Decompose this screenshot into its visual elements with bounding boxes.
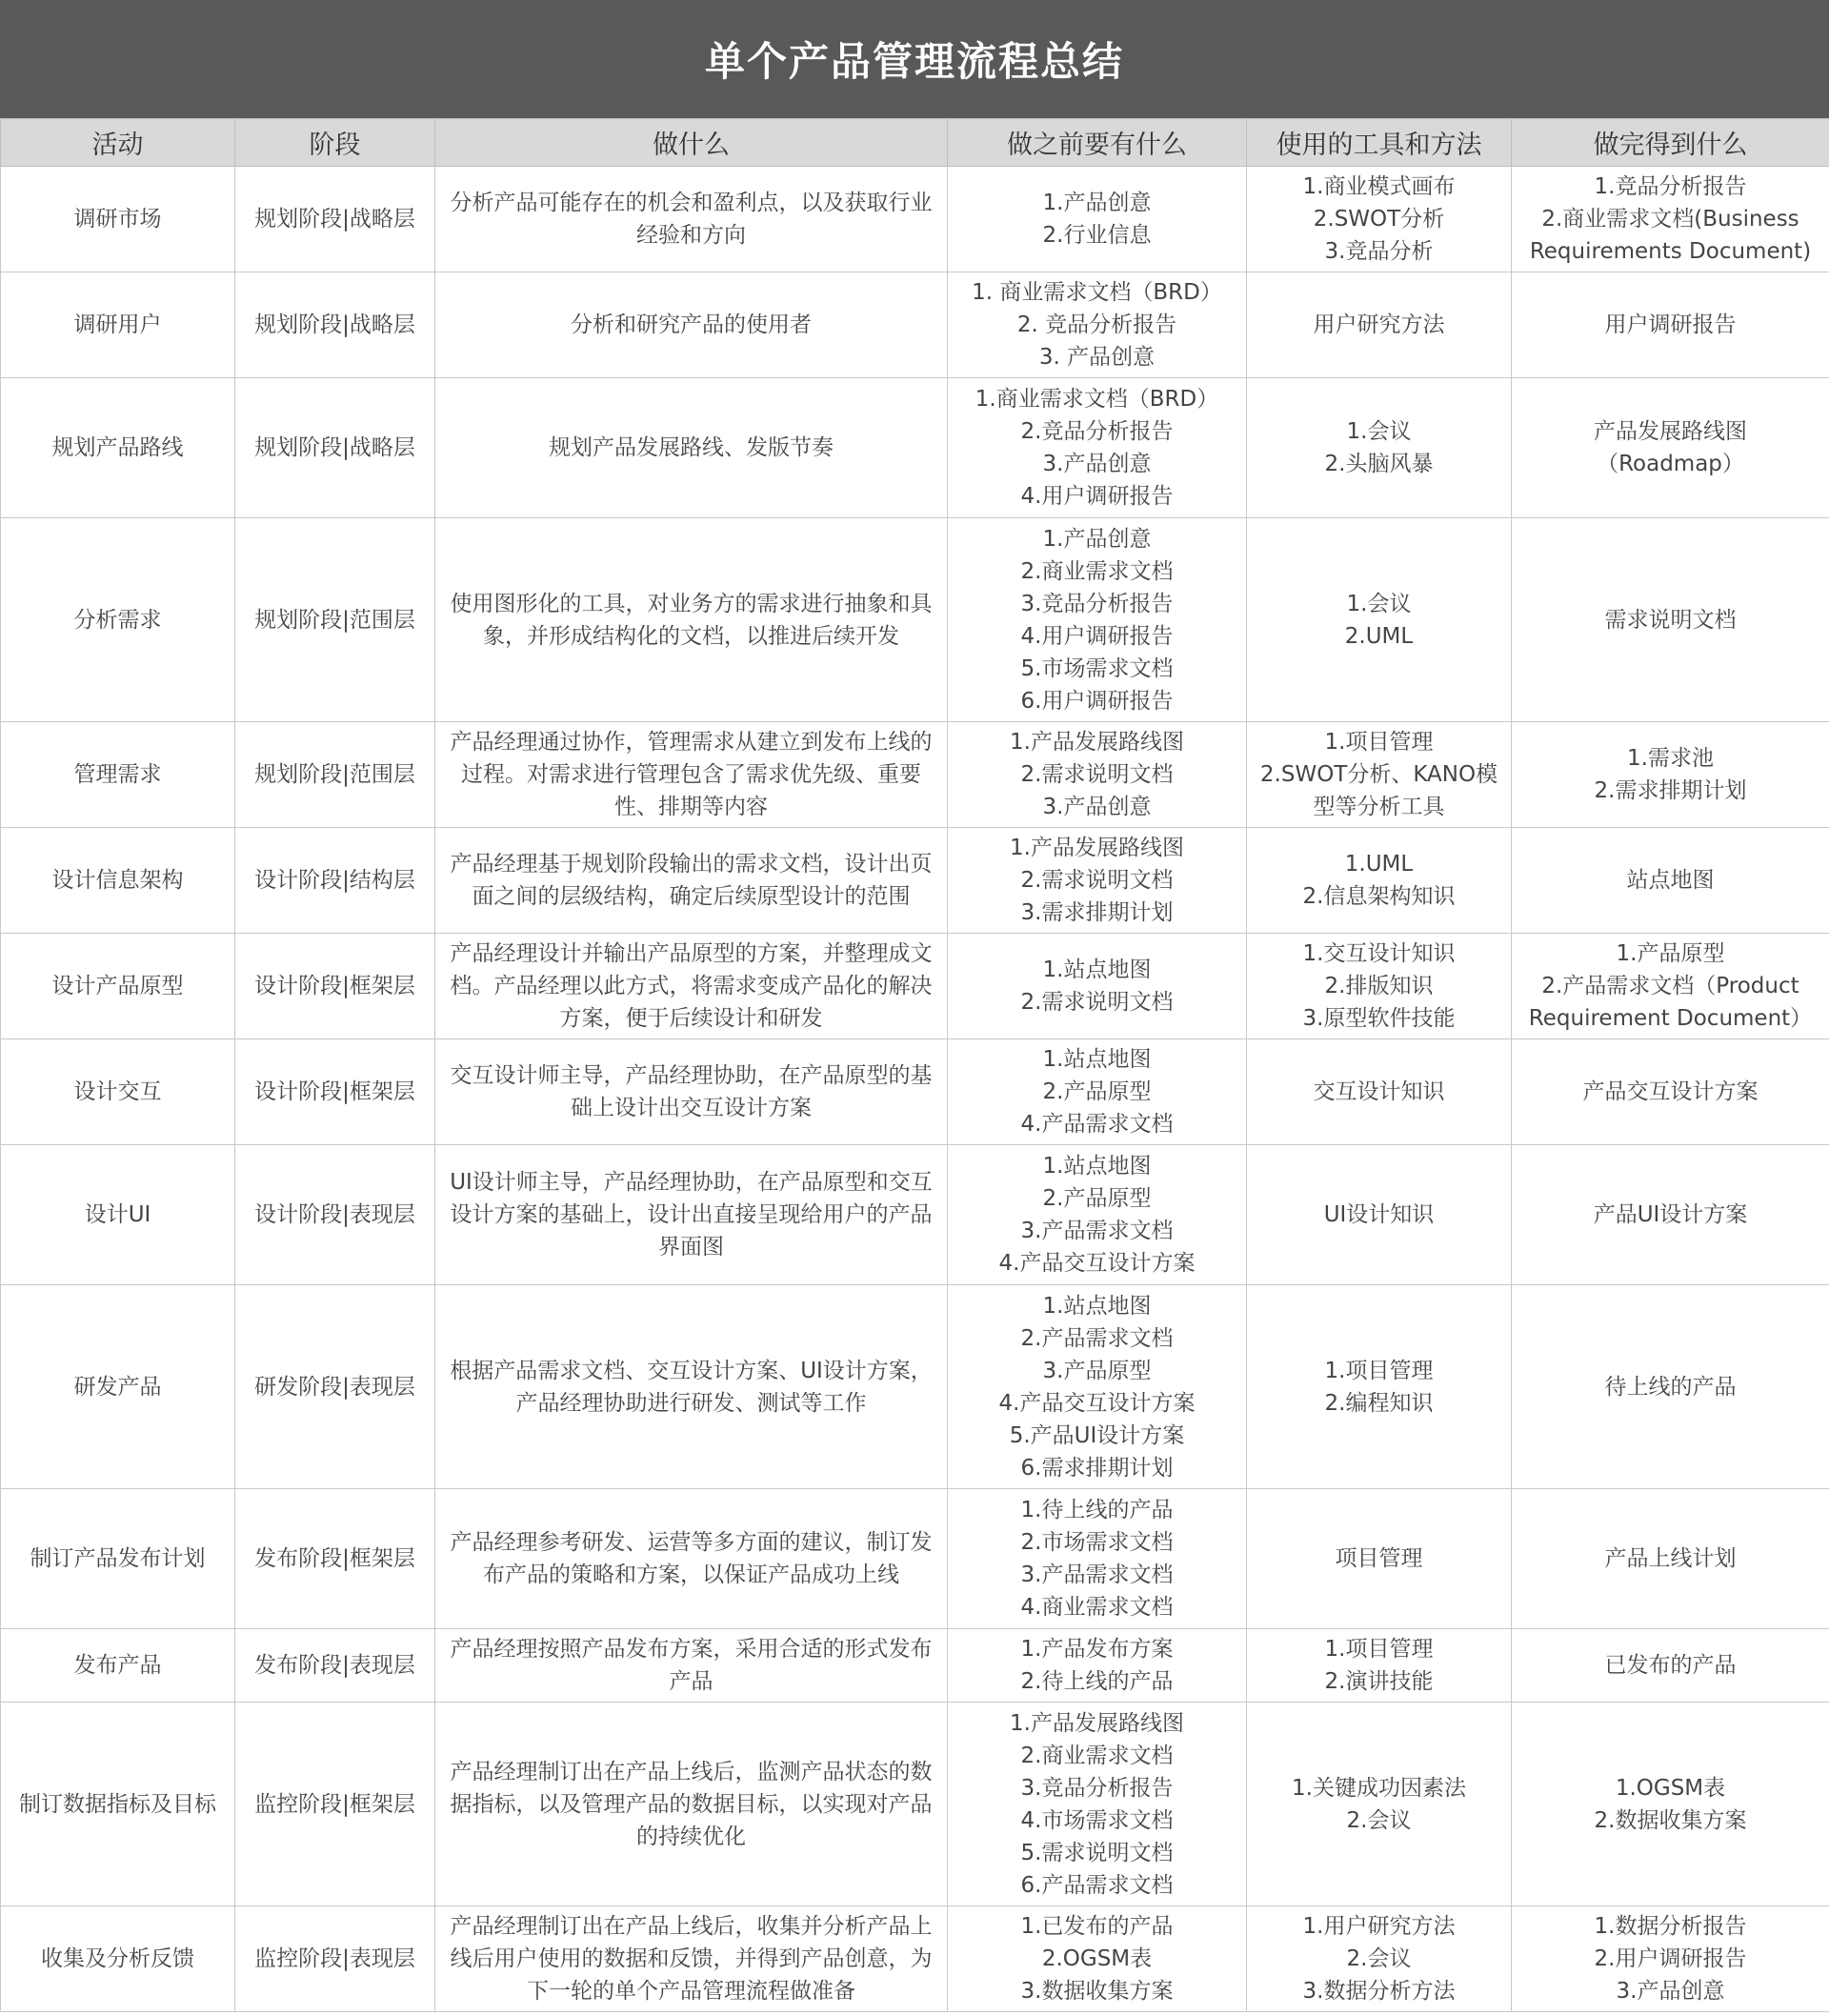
tools-cell: 1.用户研究方法 2.会议 3.数据分析方法 bbox=[1247, 1906, 1512, 2012]
activity-cell: 规划产品路线 bbox=[1, 378, 235, 518]
table-row bbox=[1, 272, 1829, 378]
tools-cell: 1.会议 2.UML bbox=[1247, 518, 1512, 722]
column-header-prerequisites: 做之前要有什么 bbox=[948, 119, 1247, 167]
what-cell: 分析和研究产品的使用者 bbox=[435, 272, 948, 378]
page-title: 单个产品管理流程总结 bbox=[704, 38, 1124, 85]
prerequisites-cell: 1.产品发展路线图 2.需求说明文档 3.需求排期计划 bbox=[948, 828, 1247, 934]
what-cell: 产品经理制订出在产品上线后，监测产品状态的数据指标，以及管理产品的数据目标，以实现对产品的持续优化 bbox=[435, 1703, 948, 1906]
activity-cell: 制订产品发布计划 bbox=[1, 1489, 235, 1629]
tools-cell: 1.项目管理 2.演讲技能 bbox=[1247, 1629, 1512, 1703]
tools-cell: UI设计知识 bbox=[1247, 1145, 1512, 1285]
result-cell: 待上线的产品 bbox=[1512, 1285, 1829, 1489]
stage-cell: 设计阶段|框架层 bbox=[235, 1039, 435, 1145]
result-cell: 需求说明文档 bbox=[1512, 518, 1829, 722]
what-cell: 产品经理设计并输出产品原型的方案，并整理成文档。产品经理以此方式，将需求变成产品化的解决方案，便于后续设计和研发 bbox=[435, 934, 948, 1039]
table-row bbox=[1, 1629, 1829, 1703]
tools-cell: 1.交互设计知识 2.排版知识 3.原型软件技能 bbox=[1247, 934, 1512, 1039]
activity-cell: 设计产品原型 bbox=[1, 934, 235, 1039]
column-header-what: 做什么 bbox=[435, 119, 948, 167]
result-cell: 1.OGSM表 2.数据收集方案 bbox=[1512, 1703, 1829, 1906]
what-cell: 产品经理参考研发、运营等多方面的建议，制订发布产品的策略和方案，以保证产品成功上线 bbox=[435, 1489, 948, 1629]
stage-cell: 设计阶段|框架层 bbox=[235, 934, 435, 1039]
result-cell: 1.竞品分析报告 2.商业需求文档(Business Requirements Document) bbox=[1512, 167, 1829, 272]
prerequisites-cell: 1. 商业需求文档（BRD） 2. 竞品分析报告 3. 产品创意 bbox=[948, 272, 1247, 378]
result-cell: 1.需求池 2.需求排期计划 bbox=[1512, 722, 1829, 828]
what-cell: 根据产品需求文档、交互设计方案、UI设计方案，产品经理协助进行研发、测试等工作 bbox=[435, 1285, 948, 1489]
prerequisites-cell: 1.商业需求文档（BRD） 2.竞品分析报告 3.产品创意 4.用户调研报告 bbox=[948, 378, 1247, 518]
prerequisites-cell: 1.站点地图 2.需求说明文档 bbox=[948, 934, 1247, 1039]
result-cell: 用户调研报告 bbox=[1512, 272, 1829, 378]
tools-cell: 1.商业模式画布 2.SWOT分析 3.竞品分析 bbox=[1247, 167, 1512, 272]
what-cell: UI设计师主导，产品经理协助，在产品原型和交互设计方案的基础上，设计出直接呈现给用户的产品界面图 bbox=[435, 1145, 948, 1285]
process-table bbox=[0, 118, 1829, 2012]
stage-cell: 规划阶段|范围层 bbox=[235, 518, 435, 722]
what-cell: 交互设计师主导，产品经理协助，在产品原型的基础上设计出交互设计方案 bbox=[435, 1039, 948, 1145]
result-cell: 站点地图 bbox=[1512, 828, 1829, 934]
table-row bbox=[1, 722, 1829, 828]
stage-cell: 发布阶段|表现层 bbox=[235, 1629, 435, 1703]
activity-cell: 设计UI bbox=[1, 1145, 235, 1285]
what-cell: 产品经理按照产品发布方案，采用合适的形式发布产品 bbox=[435, 1629, 948, 1703]
column-header-tools: 使用的工具和方法 bbox=[1247, 119, 1512, 167]
result-cell: 产品上线计划 bbox=[1512, 1489, 1829, 1629]
result-cell: 产品发展路线图 （Roadmap） bbox=[1512, 378, 1829, 518]
table-row bbox=[1, 1489, 1829, 1629]
prerequisites-cell: 1.产品创意 2.行业信息 bbox=[948, 167, 1247, 272]
what-cell: 产品经理通过协作，管理需求从建立到发布上线的过程。对需求进行管理包含了需求优先级、重要性、排期等内容 bbox=[435, 722, 948, 828]
stage-cell: 规划阶段|战略层 bbox=[235, 378, 435, 518]
tools-cell: 1.会议 2.头脑风暴 bbox=[1247, 378, 1512, 518]
tools-cell: 1.UML 2.信息架构知识 bbox=[1247, 828, 1512, 934]
result-cell: 已发布的产品 bbox=[1512, 1629, 1829, 1703]
stage-cell: 规划阶段|战略层 bbox=[235, 272, 435, 378]
table-row bbox=[1, 1703, 1829, 1906]
activity-cell: 发布产品 bbox=[1, 1629, 235, 1703]
activity-cell: 管理需求 bbox=[1, 722, 235, 828]
activity-cell: 分析需求 bbox=[1, 518, 235, 722]
stage-cell: 规划阶段|战略层 bbox=[235, 167, 435, 272]
prerequisites-cell: 1.待上线的产品 2.市场需求文档 3.产品需求文档 4.商业需求文档 bbox=[948, 1489, 1247, 1629]
table-row bbox=[1, 1039, 1829, 1145]
what-cell: 产品经理基于规划阶段输出的需求文档，设计出页面之间的层级结构，确定后续原型设计的范围 bbox=[435, 828, 948, 934]
activity-cell: 收集及分析反馈 bbox=[1, 1906, 235, 2012]
activity-cell: 设计信息架构 bbox=[1, 828, 235, 934]
table-row bbox=[1, 518, 1829, 722]
tools-cell: 1.关键成功因素法 2.会议 bbox=[1247, 1703, 1512, 1906]
stage-cell: 研发阶段|表现层 bbox=[235, 1285, 435, 1489]
result-cell: 1.产品原型 2.产品需求文档（Product Requirement Document） bbox=[1512, 934, 1829, 1039]
table-row bbox=[1, 1145, 1829, 1285]
stage-cell: 设计阶段|结构层 bbox=[235, 828, 435, 934]
tools-cell: 用户研究方法 bbox=[1247, 272, 1512, 378]
what-cell: 产品经理制订出在产品上线后，收集并分析产品上线后用户使用的数据和反馈，并得到产品创意，为下一轮的单个产品管理流程做准备 bbox=[435, 1906, 948, 2012]
prerequisites-cell: 1.产品发展路线图 2.商业需求文档 3.竞品分析报告 4.市场需求文档 5.需求说明文档 6.产品需求文档 bbox=[948, 1703, 1247, 1906]
prerequisites-cell: 1.站点地图 2.产品原型 4.产品需求文档 bbox=[948, 1039, 1247, 1145]
table-header-row bbox=[1, 119, 1829, 167]
activity-cell: 调研用户 bbox=[1, 272, 235, 378]
prerequisites-cell: 1.站点地图 2.产品需求文档 3.产品原型 4.产品交互设计方案 5.产品UI设计方案 6.需求排期计划 bbox=[948, 1285, 1247, 1489]
column-header-result: 做完得到什么 bbox=[1512, 119, 1829, 167]
stage-cell: 规划阶段|范围层 bbox=[235, 722, 435, 828]
result-cell: 产品交互设计方案 bbox=[1512, 1039, 1829, 1145]
prerequisites-cell: 1.产品发布方案 2.待上线的产品 bbox=[948, 1629, 1247, 1703]
title-bar bbox=[0, 0, 1829, 118]
prerequisites-cell: 1.站点地图 2.产品原型 3.产品需求文档 4.产品交互设计方案 bbox=[948, 1145, 1247, 1285]
stage-cell: 设计阶段|表现层 bbox=[235, 1145, 435, 1285]
activity-cell: 制订数据指标及目标 bbox=[1, 1703, 235, 1906]
activity-cell: 调研市场 bbox=[1, 167, 235, 272]
table-body bbox=[1, 167, 1829, 2012]
table-row bbox=[1, 828, 1829, 934]
column-header-stage: 阶段 bbox=[235, 119, 435, 167]
tools-cell: 交互设计知识 bbox=[1247, 1039, 1512, 1145]
column-header-activity: 活动 bbox=[1, 119, 235, 167]
what-cell: 规划产品发展路线、发版节奏 bbox=[435, 378, 948, 518]
table-row bbox=[1, 1906, 1829, 2012]
table-row bbox=[1, 378, 1829, 518]
table-row bbox=[1, 934, 1829, 1039]
result-cell: 产品UI设计方案 bbox=[1512, 1145, 1829, 1285]
table-row bbox=[1, 167, 1829, 272]
activity-cell: 设计交互 bbox=[1, 1039, 235, 1145]
prerequisites-cell: 1.已发布的产品 2.OGSM表 3.数据收集方案 bbox=[948, 1906, 1247, 2012]
stage-cell: 监控阶段|表现层 bbox=[235, 1906, 435, 2012]
stage-cell: 监控阶段|框架层 bbox=[235, 1703, 435, 1906]
prerequisites-cell: 1.产品发展路线图 2.需求说明文档 3.产品创意 bbox=[948, 722, 1247, 828]
what-cell: 分析产品可能存在的机会和盈利点，以及获取行业经验和方向 bbox=[435, 167, 948, 272]
tools-cell: 项目管理 bbox=[1247, 1489, 1512, 1629]
tools-cell: 1.项目管理 2.SWOT分析、KANO模型等分析工具 bbox=[1247, 722, 1512, 828]
what-cell: 使用图形化的工具，对业务方的需求进行抽象和具象，并形成结构化的文档，以推进后续开发 bbox=[435, 518, 948, 722]
table-row bbox=[1, 1285, 1829, 1489]
activity-cell: 研发产品 bbox=[1, 1285, 235, 1489]
stage-cell: 发布阶段|框架层 bbox=[235, 1489, 435, 1629]
result-cell: 1.数据分析报告 2.用户调研报告 3.产品创意 bbox=[1512, 1906, 1829, 2012]
tools-cell: 1.项目管理 2.编程知识 bbox=[1247, 1285, 1512, 1489]
prerequisites-cell: 1.产品创意 2.商业需求文档 3.竞品分析报告 4.用户调研报告 5.市场需求文档 6.用户调研报告 bbox=[948, 518, 1247, 722]
